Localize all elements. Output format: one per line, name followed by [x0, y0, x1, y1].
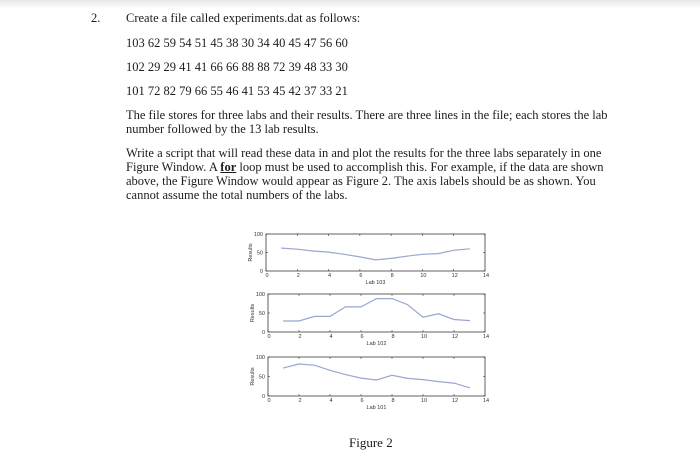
plot-2-xtick-label: 4: [329, 334, 333, 340]
plot-2-data-point: [283, 320, 284, 321]
plot-2-data-point: [360, 306, 361, 307]
plot-2-data-point: [469, 320, 470, 321]
plot-2-data-point: [407, 304, 408, 305]
plot-3-xtick-label: 12: [451, 398, 459, 404]
plot-1-data-point: [328, 252, 329, 253]
plot-3-data-point: [422, 379, 423, 380]
for-keyword: for: [220, 160, 237, 174]
plot-3-data-point: [438, 381, 439, 382]
plot-2-ylabel: Results: [250, 303, 256, 323]
plot-3-data-point: [407, 378, 408, 379]
data-line-3: 101 72 82 79 66 55 46 41 53 45 42 37 33 21: [126, 84, 348, 98]
plot-3-data-point: [345, 374, 346, 375]
plot-1-data-point: [312, 250, 313, 251]
plot-3-data-point: [376, 379, 377, 380]
plot-2-data-point: [391, 298, 392, 299]
plot-3-xtick-label: 6: [360, 398, 364, 404]
plot-3-xlabel: Lab 101: [366, 405, 387, 411]
plot-2-ytick-label: 0: [261, 330, 265, 336]
plot-1-axes-box: [266, 234, 485, 271]
plot-1-data-point: [469, 248, 470, 249]
plot-1-xtick-label: 0: [265, 273, 269, 279]
plot-1-xtick-label: 4: [328, 273, 332, 279]
plot-3-xtick-label: 8: [391, 398, 395, 404]
plot-1-data-point: [391, 258, 392, 259]
description-paragraph: The file stores for three labs and their results. There are three lines in the file; each stores the lab number followed by the 13 lab results.: [126, 108, 608, 136]
plot-3-data-point: [391, 375, 392, 376]
plot-2-xlabel: Lab 102: [366, 341, 387, 347]
question-number: 2.: [91, 11, 101, 25]
plot-2-ytick-label: 100: [255, 292, 265, 298]
question-intro: Create a file called experiments.dat as follows:: [126, 11, 361, 25]
plot-2-data-point: [314, 316, 315, 317]
plot-1-data-point: [422, 254, 423, 255]
plot-1-xlabel: Lab 103: [365, 280, 386, 286]
plot-2-ytick-label: 50: [258, 311, 265, 317]
plot-1-ytick-label: 0: [259, 269, 263, 275]
plot-2-xtick-label: 12: [451, 334, 459, 340]
plot-3-xtick-label: 14: [482, 398, 490, 404]
plot-2-data-point: [438, 313, 439, 314]
plot-1-data-point: [281, 247, 282, 248]
plot-3-ylabel: Results: [250, 367, 256, 386]
instruction-text-before: Write a script that will read these data in and plot the results for the three labs separately in one Figure Window. A: [126, 146, 602, 174]
plot-2-data-point: [329, 316, 330, 317]
plot-2-data-point: [422, 317, 423, 318]
plot-3-ytick-label: 0: [261, 394, 265, 400]
plot-1-xtick-label: 8: [390, 273, 394, 279]
plot-3-axes-box: [268, 357, 485, 396]
plot-1-data-point: [375, 259, 376, 260]
plot-2-xtick-label: 2: [298, 334, 302, 340]
plot-3-data-point: [329, 370, 330, 371]
plot-3-data-point: [360, 377, 361, 378]
plot-3-xtick-label: 10: [420, 398, 428, 404]
plot-3-xtick-label: 0: [267, 398, 271, 404]
plot-1-data-point: [453, 250, 454, 251]
plot-1-ytick-label: 50: [256, 250, 263, 257]
plot-2-data-point: [298, 320, 299, 321]
plot-1-xtick-label: 6: [359, 273, 363, 279]
data-line-2: 102 29 29 41 41 66 66 88 88 72 39 48 33 30: [126, 60, 348, 74]
plot-3-data-point: [453, 383, 454, 384]
plot-1-xtick-label: 10: [420, 273, 427, 279]
plot-2-data-point: [345, 306, 346, 307]
plot-1-xtick-label: 2: [296, 273, 300, 279]
plot-3-ytick-label: 100: [255, 355, 265, 361]
plot-1-xtick-label: 12: [451, 273, 458, 279]
plot-2-axes-box: [268, 294, 485, 332]
plot-1-data-point: [359, 256, 360, 257]
figure-caption: Figure 2: [349, 435, 393, 450]
plot-2-xtick-label: 0: [267, 334, 271, 340]
plot-3-data-point: [469, 387, 470, 388]
plot-3-xtick-label: 4: [329, 398, 333, 404]
plot-2-data-point: [376, 298, 377, 299]
instruction-text-after: loop must be used to accomplish this. For example, if the data are shown above, the Figure Window would appear as Figure 2. The axis labels should be as shown. You cannot assume the total numbers of the labs.: [126, 160, 604, 202]
plot-3-xtick-label: 2: [298, 398, 302, 404]
plot-1-data-point: [344, 254, 345, 255]
plot-3-ytick-label: 50: [258, 374, 265, 381]
plot-3-data-point: [298, 363, 299, 364]
plot-1-ylabel: Results: [248, 243, 254, 262]
plot-1-data-point: [406, 256, 407, 257]
plot-2-xtick-label: 10: [420, 334, 428, 340]
plot-2-xtick-label: 6: [360, 334, 364, 340]
plot-2-xtick-label: 8: [391, 334, 395, 340]
data-line-1: 103 62 59 54 51 45 38 30 34 40 45 47 56 60: [126, 36, 348, 50]
plot-3-data-point: [283, 367, 284, 368]
plot-3-data-point: [314, 365, 315, 366]
plot-1-data-point: [297, 249, 298, 250]
plot-1-ytick-label: 100: [253, 232, 263, 238]
plot-2-data-point: [453, 319, 454, 320]
plot-2-xtick-label: 14: [482, 334, 490, 340]
plot-1-xtick-label: 14: [482, 273, 490, 279]
plot-1-data-point: [437, 253, 438, 254]
